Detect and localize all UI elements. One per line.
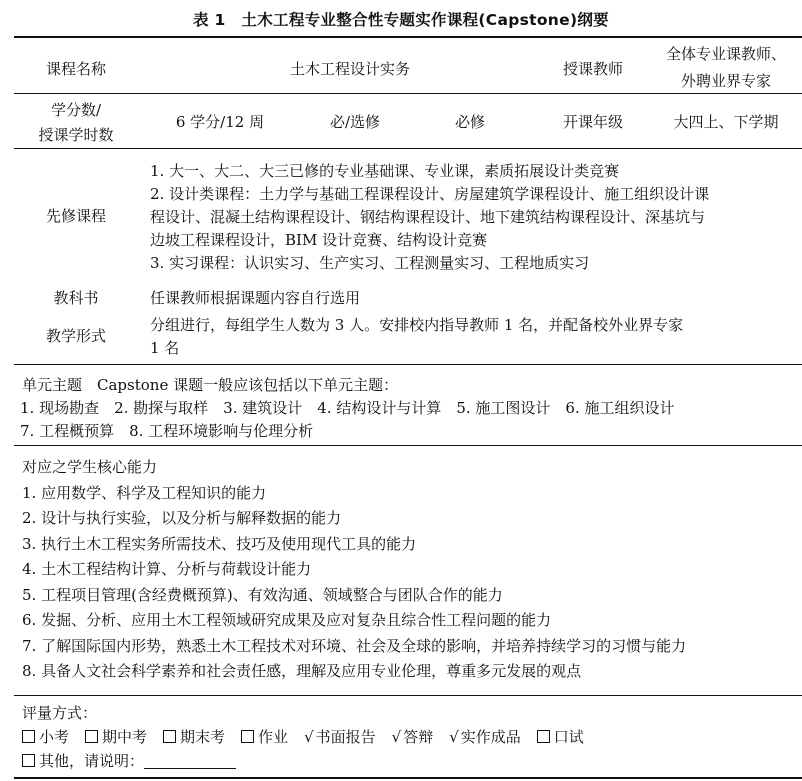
checkbox[interactable] bbox=[241, 730, 254, 743]
credit-label-line2: 授课学时数 bbox=[38, 126, 114, 144]
course-name-label: 课程名称 bbox=[45, 60, 106, 78]
assessment-option[interactable] bbox=[85, 728, 147, 746]
prerequisite-line: 3. 实习课程：认识实习、生产实习、工程测量实习、工程地质实习 bbox=[150, 254, 590, 272]
other-label: 其他，请说明： bbox=[39, 752, 145, 770]
other-blank[interactable] bbox=[144, 754, 236, 769]
assessment-option-label: 口试 bbox=[553, 728, 584, 746]
assessment-option[interactable] bbox=[22, 728, 69, 746]
prerequisite-line: 程设计、混凝土结构课程设计、钢结构课程设计、地下建筑结构课程设计、深基坑与 bbox=[150, 208, 706, 226]
assessment-option-label: 期中考 bbox=[102, 728, 148, 746]
competency-item: 8. 具备人文社会科学素养和社会责任感，理解及应用专业伦理，尊重多元发展的观点 bbox=[22, 662, 582, 680]
other-checkbox[interactable] bbox=[22, 754, 35, 767]
top-rule bbox=[14, 36, 802, 38]
assessment-option[interactable] bbox=[304, 728, 376, 746]
assessment-option-label: 答辩 bbox=[403, 728, 434, 746]
course-type-value: 必修 bbox=[454, 113, 485, 131]
textbook-label: 教科书 bbox=[53, 289, 99, 307]
prerequisite-line: 1. 大一、大二、大三已修的专业基础课、专业课，素质拓展设计类竞赛 bbox=[150, 162, 620, 180]
prerequisites-text bbox=[150, 160, 800, 275]
unit-topics bbox=[22, 374, 802, 443]
assessment-option-label: 实作成品 bbox=[460, 728, 521, 746]
instructor-value-line2: 外聘业界专家 bbox=[680, 72, 771, 90]
row-divider-1 bbox=[14, 93, 802, 94]
competency-item: 4. 土木工程结构计算、分析与荷载设计能力 bbox=[22, 560, 312, 578]
instructor-value-line1: 全体专业课教师、 bbox=[665, 45, 786, 63]
assessment-option-label: 书面报告 bbox=[315, 728, 376, 746]
checkbox[interactable] bbox=[163, 730, 176, 743]
grade-label: 开课年级 bbox=[562, 113, 623, 131]
teaching-form-label: 教学形式 bbox=[45, 327, 106, 345]
assessment-option[interactable] bbox=[241, 728, 288, 746]
checkbox[interactable] bbox=[22, 730, 35, 743]
assessment-option[interactable] bbox=[163, 728, 225, 746]
course-type-label: 必/选修 bbox=[329, 113, 381, 131]
checkbox[interactable] bbox=[537, 730, 550, 743]
prerequisite-line: 2. 设计类课程：土力学与基础工程课程设计、房屋建筑学课程设计、施工组织设计课 bbox=[150, 185, 710, 203]
assessment-option-label: 作业 bbox=[258, 728, 289, 746]
textbook-value: 任课教师根据课题内容自行选用 bbox=[150, 289, 361, 307]
teaching-form-text bbox=[150, 314, 800, 360]
unit-topics-line: 7. 工程概预算 8. 工程环境影响与伦理分析 bbox=[20, 422, 314, 440]
instructor-label: 授课教师 bbox=[562, 60, 623, 78]
checkmark-icon: √ bbox=[304, 728, 314, 746]
competency-item: 2. 设计与执行实验，以及分析与解释数据的能力 bbox=[22, 509, 342, 527]
row-divider-2 bbox=[14, 148, 802, 149]
teaching-form-line: 1 名 bbox=[150, 339, 180, 357]
checkmark-icon: √ bbox=[449, 728, 459, 746]
table-title: 表 1 土木工程专业整合性专题实作课程(Capstone)纲要 bbox=[193, 11, 609, 29]
core-competencies bbox=[22, 455, 802, 685]
unit-topics-line: 1. 现场勘查 2. 勘探与取样 3. 建筑设计 4. 结构设计与计算 5. 施工图设计 6. 施工组织设计 bbox=[20, 399, 675, 417]
grade-value: 大四上、下学期 bbox=[673, 113, 779, 131]
teaching-form-line: 分组进行，每组学生人数为 3 人。安排校内指导教师 1 名，并配备校外业界专家 bbox=[150, 316, 684, 334]
prerequisites-label: 先修课程 bbox=[45, 207, 106, 225]
competency-item: 7. 了解国际国内形势，熟悉土木工程技术对环境、社会及全球的影响，并培养持续学习的习惯与能力 bbox=[22, 636, 687, 655]
checkmark-icon: √ bbox=[391, 728, 402, 746]
unit-topics-heading: 单元主题 Capstone 课题一般应该包括以下单元主题： bbox=[22, 376, 399, 394]
row-divider-5 bbox=[14, 695, 802, 696]
competency-item: 6. 发掘、分析、应用土木工程领域研究成果及应对复杂且综合性工程问题的能力 bbox=[22, 611, 552, 629]
course-name-value: 土木工程设计实务 bbox=[289, 60, 410, 78]
core-competencies-heading: 对应之学生核心能力 bbox=[22, 458, 158, 476]
assessment-options bbox=[22, 725, 802, 749]
assessment-option-label: 期末考 bbox=[180, 728, 226, 746]
assessment-other bbox=[22, 749, 802, 773]
assessment-option[interactable] bbox=[392, 728, 434, 746]
competency-item: 5. 工程项目管理(含经费概预算)、有效沟通、领域整合与团队合作的能力 bbox=[22, 585, 503, 604]
assessment-option[interactable] bbox=[449, 728, 521, 746]
credits-value: 6 学分/12 周 bbox=[175, 113, 265, 131]
prerequisite-line: 边坡工程课程设计，BIM 设计竞赛、结构设计竞赛 bbox=[150, 231, 488, 249]
row-divider-3 bbox=[14, 364, 802, 365]
assessment-heading: 评量方式： bbox=[22, 704, 98, 722]
assessment-option[interactable] bbox=[537, 728, 584, 746]
competency-item: 3. 执行土木工程实务所需技术、技巧及使用现代工具的能力 bbox=[22, 534, 417, 553]
bottom-rule bbox=[14, 777, 802, 779]
assessment bbox=[22, 701, 802, 773]
assessment-option-label: 小考 bbox=[39, 728, 70, 746]
competency-item: 1. 应用数学、科学及工程知识的能力 bbox=[22, 483, 267, 502]
credit-label-line1: 学分数/ bbox=[50, 101, 102, 119]
checkbox[interactable] bbox=[85, 730, 98, 743]
row-divider-4 bbox=[14, 445, 802, 446]
